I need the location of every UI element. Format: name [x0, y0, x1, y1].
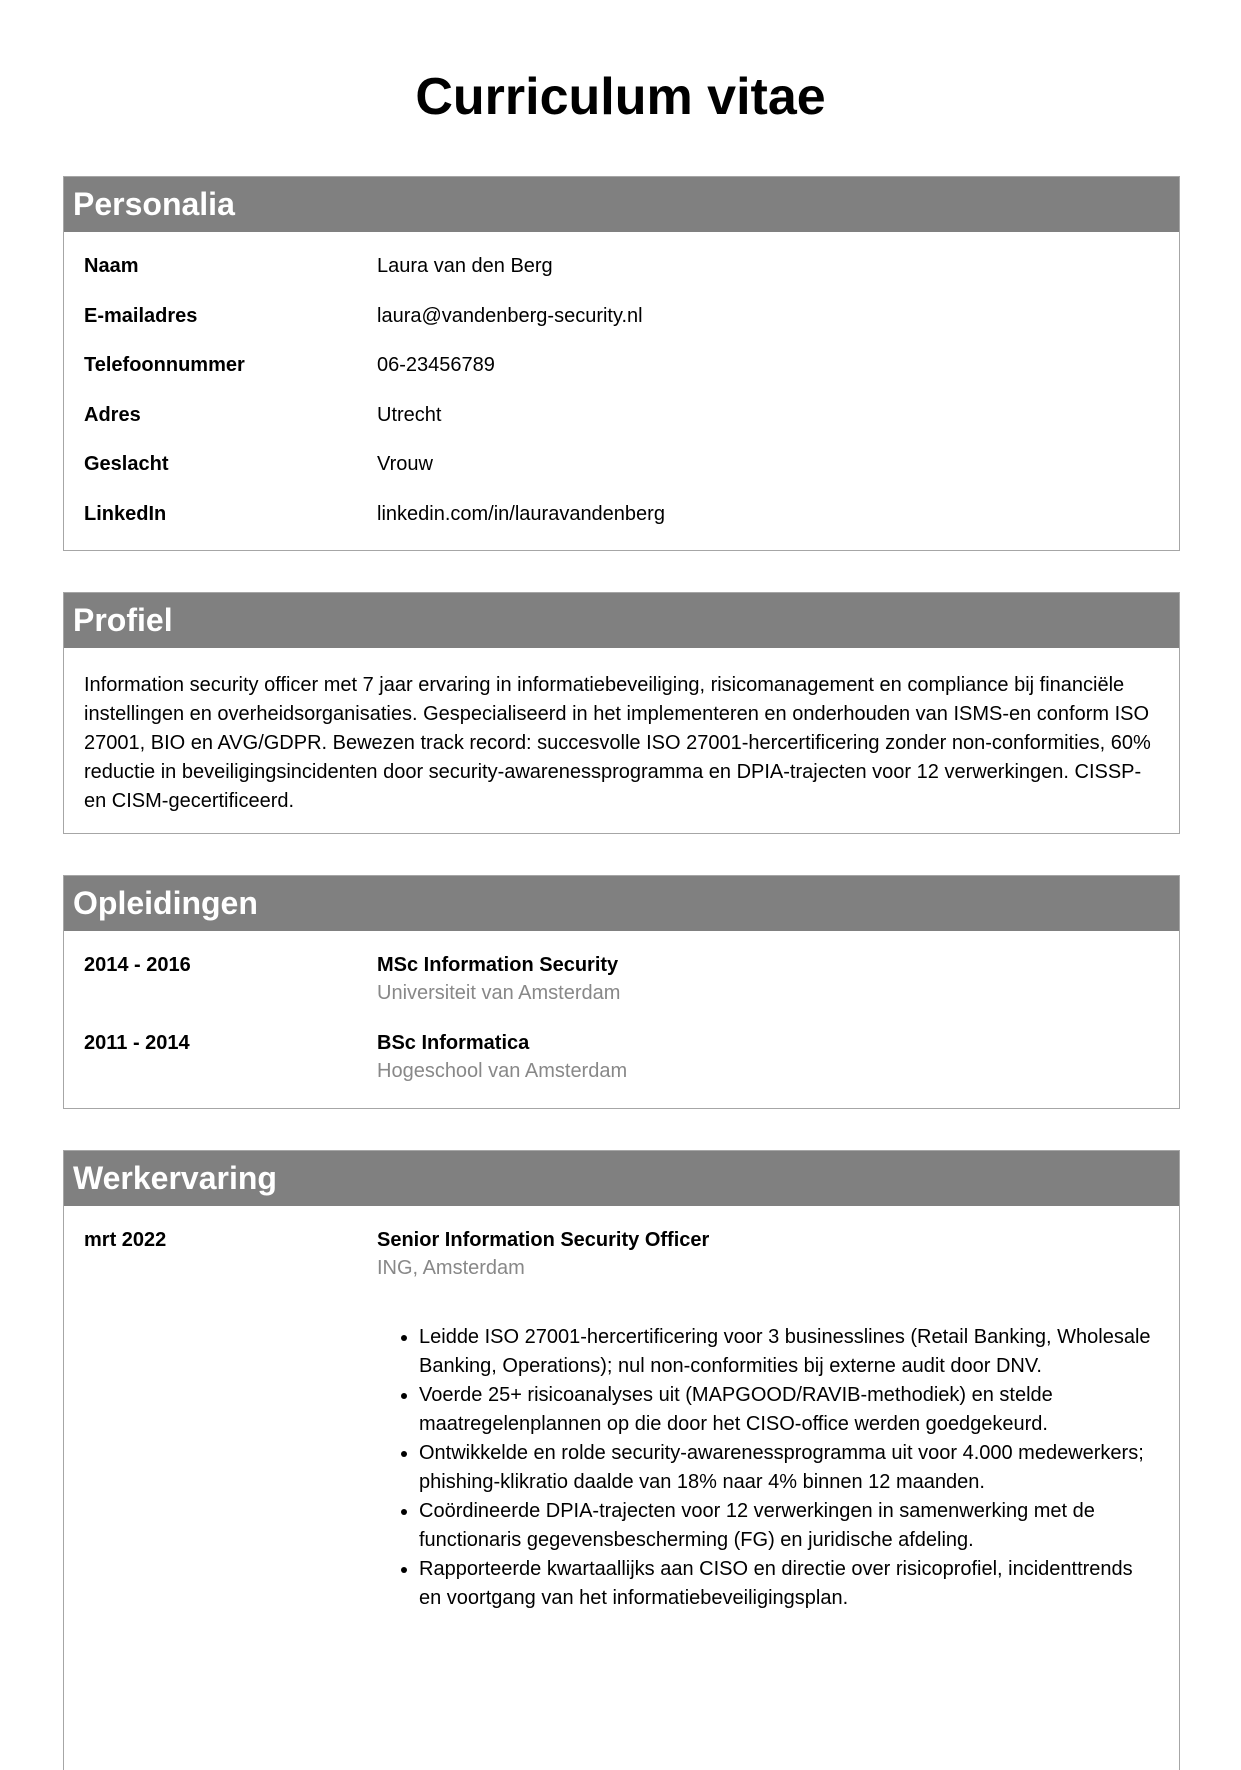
personalia-header: Personalia	[64, 177, 1179, 232]
education-details	[377, 1030, 627, 1108]
werkervaring-header: Werkervaring	[64, 1151, 1179, 1206]
personalia-row-phone	[64, 352, 1179, 402]
experience-item	[64, 1227, 1179, 1613]
field-value: Laura van den Berg	[377, 255, 553, 277]
personalia-section	[63, 176, 1180, 551]
field-label: LinkedIn	[84, 502, 167, 525]
field-value: Utrecht	[377, 403, 442, 426]
education-title: MSc Information Security	[377, 954, 619, 976]
opleidingen-header: Opleidingen	[64, 876, 1179, 931]
personalia-row-address	[64, 402, 1179, 452]
opleidingen-section	[63, 875, 1180, 1109]
personalia-row-gender	[64, 451, 1179, 501]
field-label: Naam	[84, 255, 139, 277]
personalia-row-name	[64, 253, 1179, 303]
bullet-item: • Rapporteerde kwartaallijks aan CISO en directie over risicoprofiel, incidenttrends en voortgang van het informatiebeveiligingsplan.	[419, 1555, 1159, 1613]
field-value: Vrouw	[377, 453, 433, 476]
personalia-fields	[64, 232, 1179, 551]
experience-details	[377, 1227, 1159, 1613]
education-period: 2011 - 2014	[84, 1032, 190, 1054]
bullet-item: • Leidde ISO 27001-hercertificering voor 3 businesslines (Retail Banking, Wholesale Banking, Operations); nul non-conformities bij externe audit door DNV.	[419, 1323, 1159, 1381]
bullet-item: • Ontwikkelde en rolde security-awarenessprogramma uit voor 4.000 medewerkers; phishing-klikratio daalde van 18% naar 4% binnen 12 maanden.	[419, 1439, 1159, 1497]
field-label: Adres	[84, 403, 141, 426]
field-value: 06-23456789	[377, 354, 495, 377]
education-institution: Hogeschool van Amsterdam	[377, 1060, 628, 1082]
education-period: 2014 - 2016	[84, 954, 191, 976]
profiel-section	[63, 592, 1180, 834]
education-list	[64, 931, 1179, 1108]
education-item	[64, 952, 1179, 1030]
bullet-item: • Coördineerde DPIA-trajecten voor 12 verwerkingen in samenwerking met de functionaris gegevensbescherming (FG) en juridische afdeling.	[419, 1497, 1159, 1555]
experience-bullets	[377, 1323, 1159, 1613]
profiel-header: Profiel	[64, 593, 1179, 648]
field-label: Telefoonnummer	[84, 354, 245, 377]
bullet-item: • Voerde 25+ risicoanalyses uit (MAPGOOD/RAVIB-methodiek) en stelde maatregelenplannen op die door het CISO-office werden goedgekeurd.	[419, 1381, 1159, 1439]
experience-title: Senior Information Security Officer	[377, 1229, 710, 1251]
education-details	[377, 952, 620, 1030]
experience-company: ING, Amsterdam	[377, 1257, 525, 1279]
personalia-row-linkedin	[64, 501, 1179, 551]
education-item	[64, 1030, 1179, 1108]
werkervaring-section	[63, 1150, 1180, 1770]
education-institution: Universiteit van Amsterdam	[377, 982, 621, 1004]
field-value: linkedin.com/in/lauravandenberg	[377, 502, 665, 525]
experience-period: mrt 2022	[84, 1229, 167, 1251]
field-label: E-mailadres	[84, 304, 198, 327]
education-title: BSc Informatica	[377, 1032, 530, 1054]
document-title: Curriculum vitae	[415, 68, 826, 126]
field-value: laura@vandenberg-security.nl	[377, 304, 643, 327]
personalia-row-email	[64, 303, 1179, 353]
experience-list	[64, 1206, 1179, 1613]
profile-text: Information security officer met 7 jaar ervaring in informatiebeveiliging, risicomanagement en compliance bij financiële instellingen en overheidsorganisaties. Gespecialiseerd in het implementeren en onderhouden van ISMS-en conform ISO 27001, BIO en AVG/GDPR. Bewezen track record: succesvolle ISO 27001-hercertificering zonder non-conformities, 60% reductie in beveiligingsincidenten door security-awarenessprogramma en DPIA-trajecten voor 12 verwerkingen. CISSP- en CISM-gecertificeerd.	[84, 674, 1151, 812]
field-label: Geslacht	[84, 453, 169, 476]
